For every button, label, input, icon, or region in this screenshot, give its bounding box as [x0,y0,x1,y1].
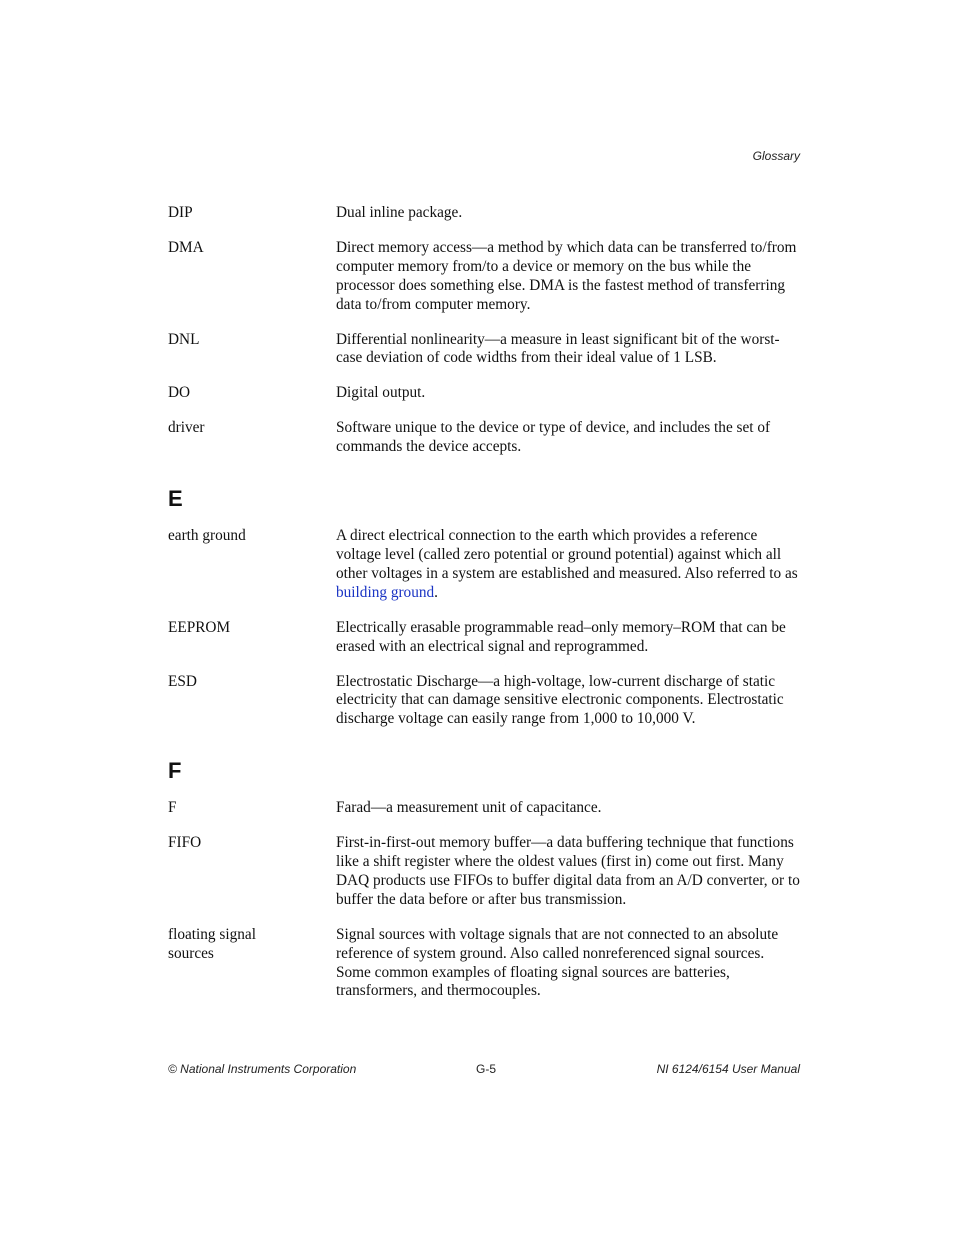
glossary-entry-fifo [168,834,800,910]
glossary-entry-do [168,384,800,403]
glossary-term: DNL [168,330,200,348]
glossary-definition: Farad—a measurement unit of capacitance. [336,799,602,817]
glossary-entry-dnl [168,331,800,369]
glossary-term: DMA [168,238,204,256]
glossary-definition: Dual inline package. [336,204,463,221]
glossary-entry-driver [168,419,800,457]
glossary-definition: Electrically erasable programmable read–only memory–ROM that can be erased with an electrical signal and reprogrammed. [336,618,786,655]
glossary-entry-floating-signal-sources [168,926,800,1002]
glossary-content [168,204,800,1001]
glossary-definition [336,527,802,603]
glossary-entry-dma [168,239,800,315]
glossary-term: FIFO [168,834,202,852]
glossary-entry-eeprom [168,619,800,657]
definition-text-end: . [434,583,438,601]
running-head: Glossary [752,149,800,163]
glossary-term: driver [168,419,205,437]
footer-copyright: © National Instruments Corporation [168,1062,357,1076]
glossary-definition: Digital output. [336,384,426,402]
glossary-term: DO [168,384,191,402]
page-number: G-5 [476,1062,497,1076]
glossary-term: F [168,799,177,817]
section-heading-f: F [168,758,182,784]
glossary-definition: First-in-first-out memory buffer—a data buffering technique that functions like a shift register where the oldest values (first in) come out first. Many DAQ products use FIFOs to buffer digital data from an A/D converter, or to buffer the data before or after bus transmission. [336,834,800,908]
building-ground-link[interactable]: building ground [336,583,435,601]
glossary-definition: Electrostatic Discharge—a high-voltage, low-current discharge of static electricity that can damage sensitive electronic components. Electrostatic discharge voltage can easily range from 1,000 to 10,000 V. [336,672,784,728]
glossary-term: floating signal sources [168,925,256,962]
glossary-entry-dip [168,204,800,223]
definition-text: A direct electrical connection to the earth which provides a reference voltage level (called zero potential or ground potential) against which all other voltages in a system are established and measured. Also referred to as [336,527,798,582]
glossary-term: ESD [168,672,197,690]
page-footer [168,1062,800,1078]
glossary-definition: Software unique to the device or type of device, and includes the set of commands the device accepts. [336,419,771,456]
glossary-entry-f [168,799,800,818]
footer-manual-title: NI 6124/6154 User Manual [656,1062,800,1076]
glossary-definition: Differential nonlinearity—a measure in least significant bit of the worst-case deviation of code widths from their ideal value of 1 LSB. [336,330,780,367]
glossary-entry-esd [168,673,800,730]
glossary-term: earth ground [168,527,246,545]
glossary-definition: Direct memory access—a method by which data can be transferred to/from computer memory from/to a device or memory on the bus while the processor does something else. DMA is the fastest method of transferring data to/from computer memory. [336,238,797,313]
glossary-entry-earth-ground [168,527,800,603]
section-heading-e: E [168,486,183,512]
glossary-definition: Signal sources with voltage signals that are not connected to an absolute reference of system ground. Also called nonreferenced signal sources. Some common examples of floating signal sources are batteries, transformers, and thermocouples. [336,925,779,1000]
glossary-term: DIP [168,204,193,221]
glossary-term: EEPROM [168,618,231,636]
